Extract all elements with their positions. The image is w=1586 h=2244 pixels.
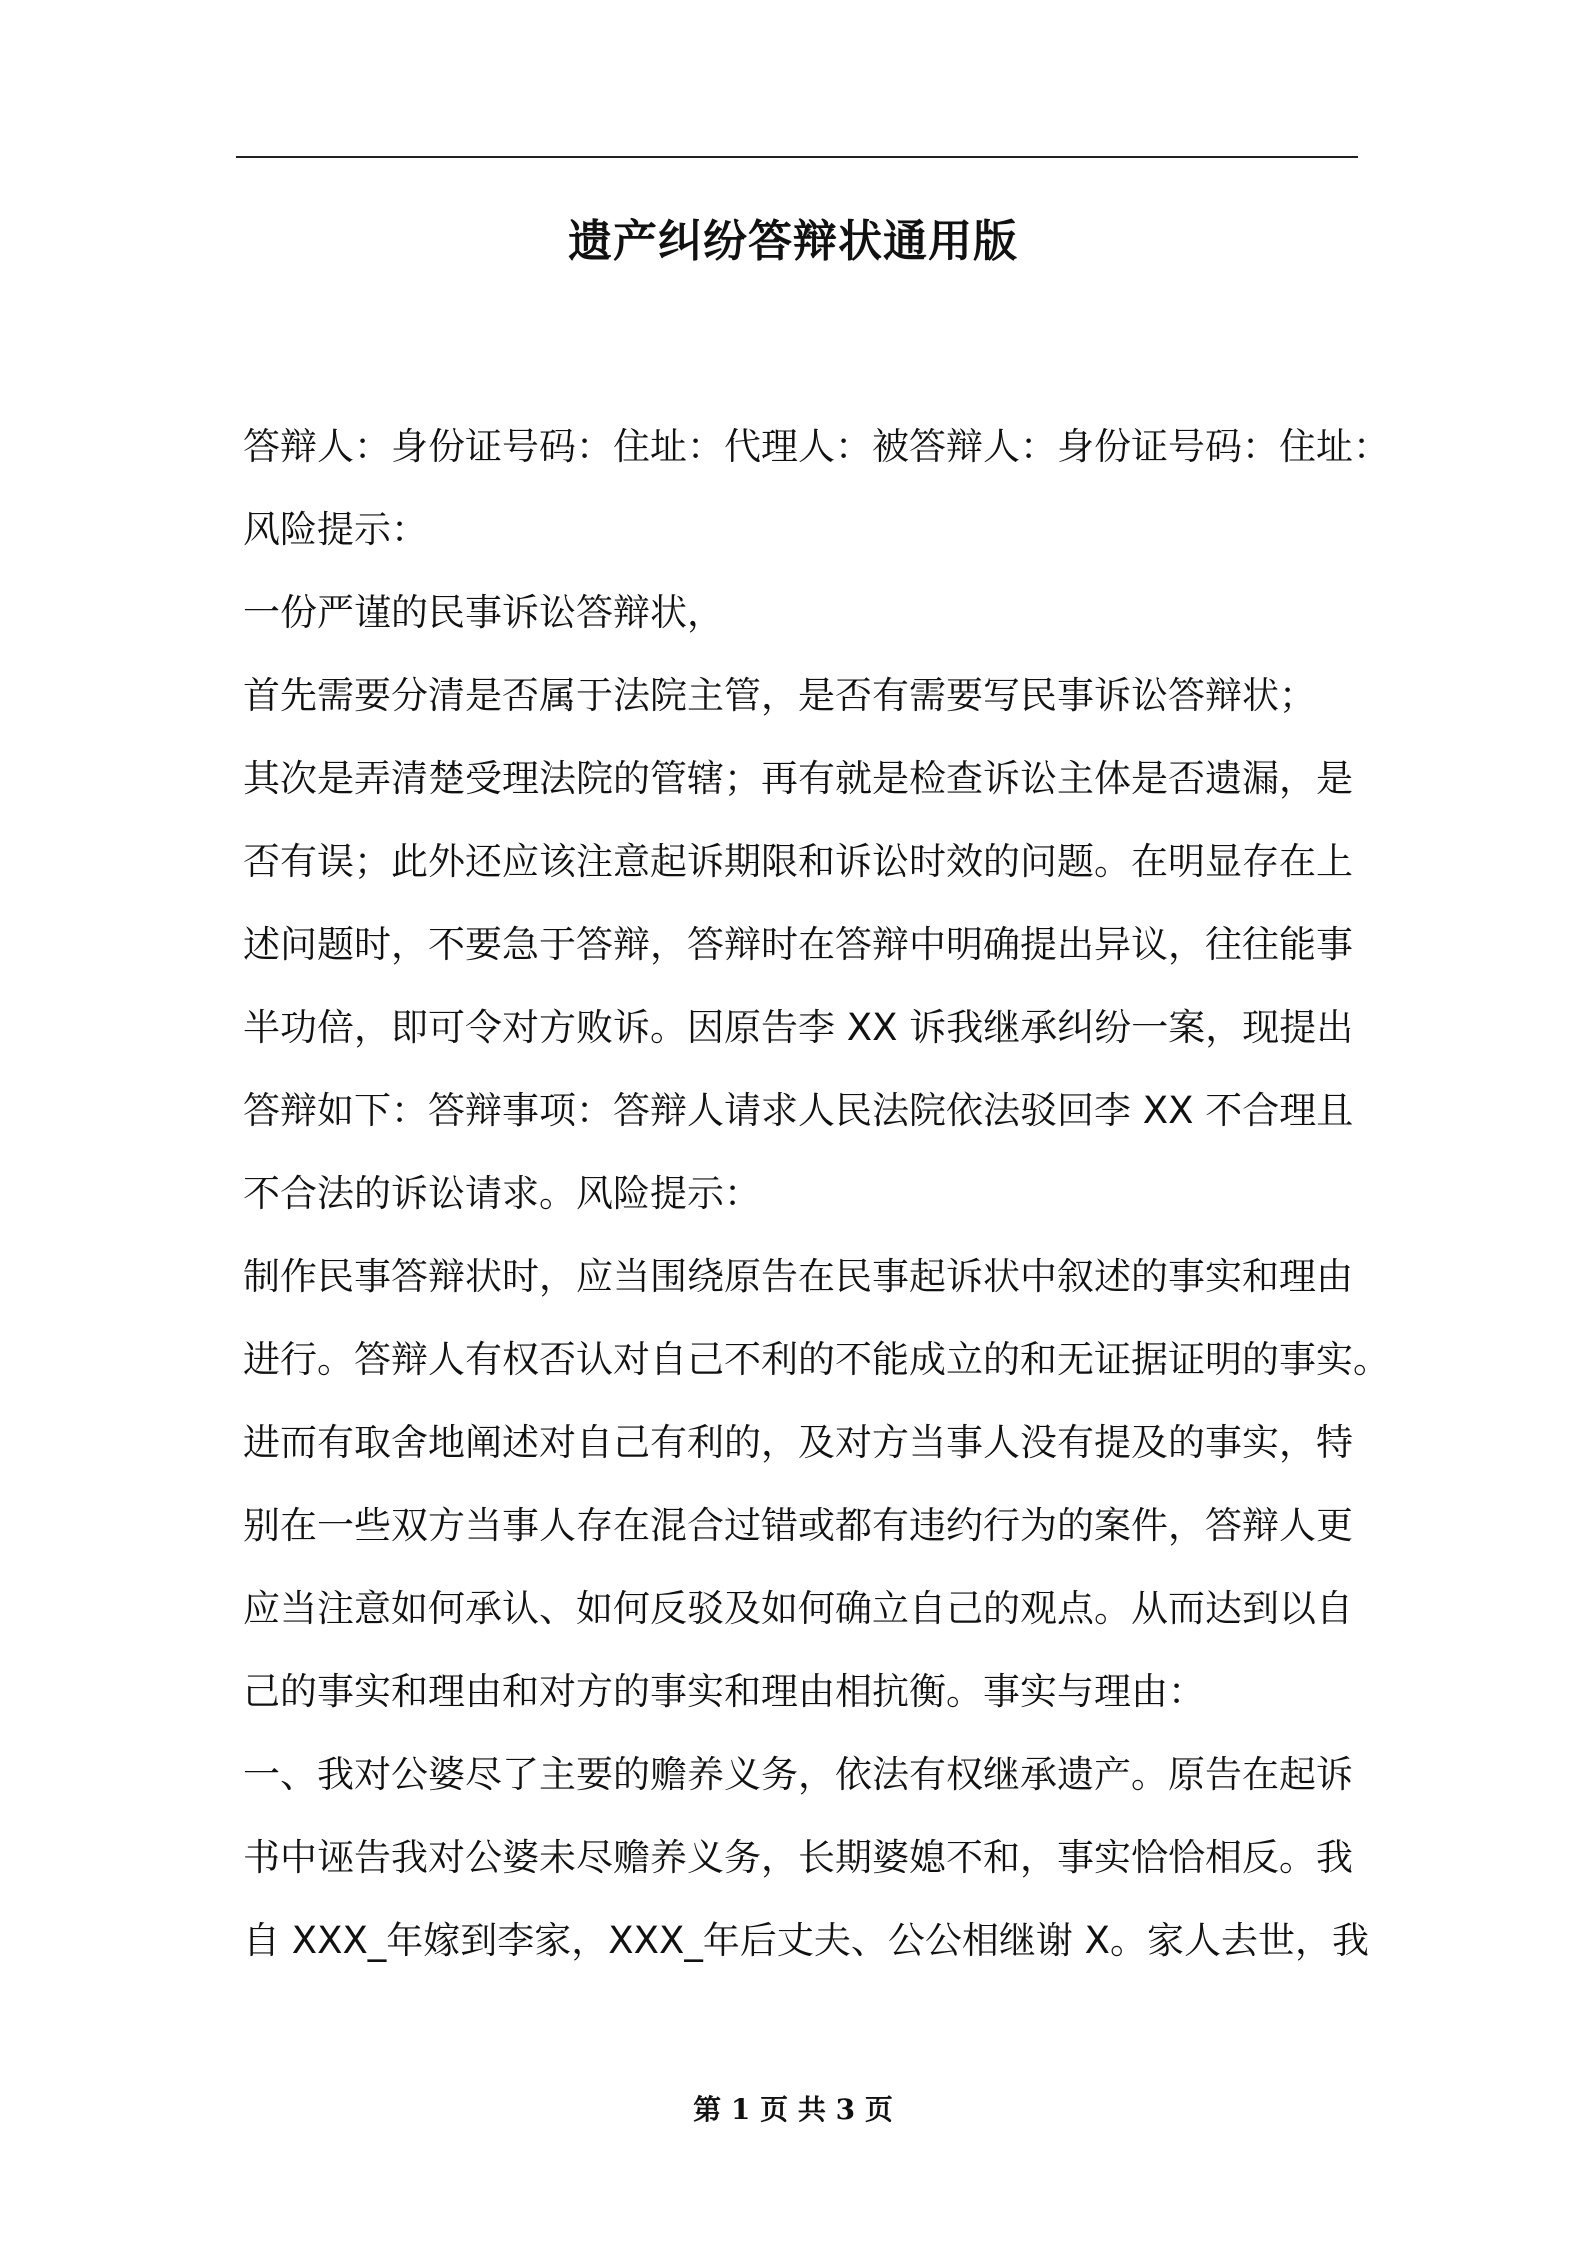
body-line: 不合法的诉讼请求。风险提示： [243, 1172, 761, 1215]
body-line: 述问题时，不要急于答辩，答辩时在答辩中明确提出异议，往往能事 [243, 923, 1353, 966]
body-line: 应当注意如何承认、如何反驳及如何确立自己的观点。从而达到以自 [243, 1587, 1353, 1630]
body-line: 答辩如下：答辩事项：答辩人请求人民法院依法驳回李 XX 不合理且 [243, 1089, 1354, 1132]
body-line: 进而有取舍地阐述对自己有利的，及对方当事人没有提及的事实，特 [243, 1421, 1353, 1464]
body-line: 一、我对公婆尽了主要的赡养义务，依法有权继承遗产。原告在起诉 [243, 1753, 1353, 1796]
body-line: 风险提示： [243, 508, 428, 551]
body-line: 首先需要分清是否属于法院主管，是否有需要写民事诉讼答辩状； [243, 674, 1316, 717]
body-line: 否有误；此外还应该注意起诉期限和诉讼时效的问题。在明显存在上 [243, 840, 1353, 883]
header-rule [236, 156, 1358, 158]
body-line: 半功倍，即可令对方败诉。因原告李 XX 诉我继承纠纷一案，现提出 [243, 1006, 1354, 1049]
body-line: 答辩人：身份证号码：住址：代理人：被答辩人：身份证号码：住址： [243, 425, 1390, 468]
body-line: 一份严谨的民事诉讼答辩状， [243, 591, 724, 634]
body-line: 自 XXX_年嫁到李家，XXX_年后丈夫、公公相继谢 X。家人去世，我 [243, 1919, 1369, 1962]
body-line: 书中诬告我对公婆未尽赡养义务，长期婆媳不和，事实恰恰相反。我 [243, 1836, 1353, 1879]
body-line: 其次是弄清楚受理法院的管辖；再有就是检查诉讼主体是否遗漏，是 [243, 757, 1353, 800]
body-line: 己的事实和理由和对方的事实和理由相抗衡。事实与理由： [243, 1670, 1205, 1713]
document-body [243, 405, 1390, 1982]
body-line: 别在一些双方当事人存在混合过错或都有违约行为的案件，答辩人更 [243, 1504, 1353, 1547]
body-line: 制作民事答辩状时，应当围绕原告在民事起诉状中叙述的事实和理由 [243, 1255, 1353, 1298]
page-number: 第 1 页 共 3 页 [693, 2093, 893, 2126]
body-line: 进行。答辩人有权否认对自己不利的不能成立的和无证据证明的事实。 [243, 1338, 1390, 1381]
document-title: 遗产纠纷答辩状通用版 [568, 216, 1018, 267]
